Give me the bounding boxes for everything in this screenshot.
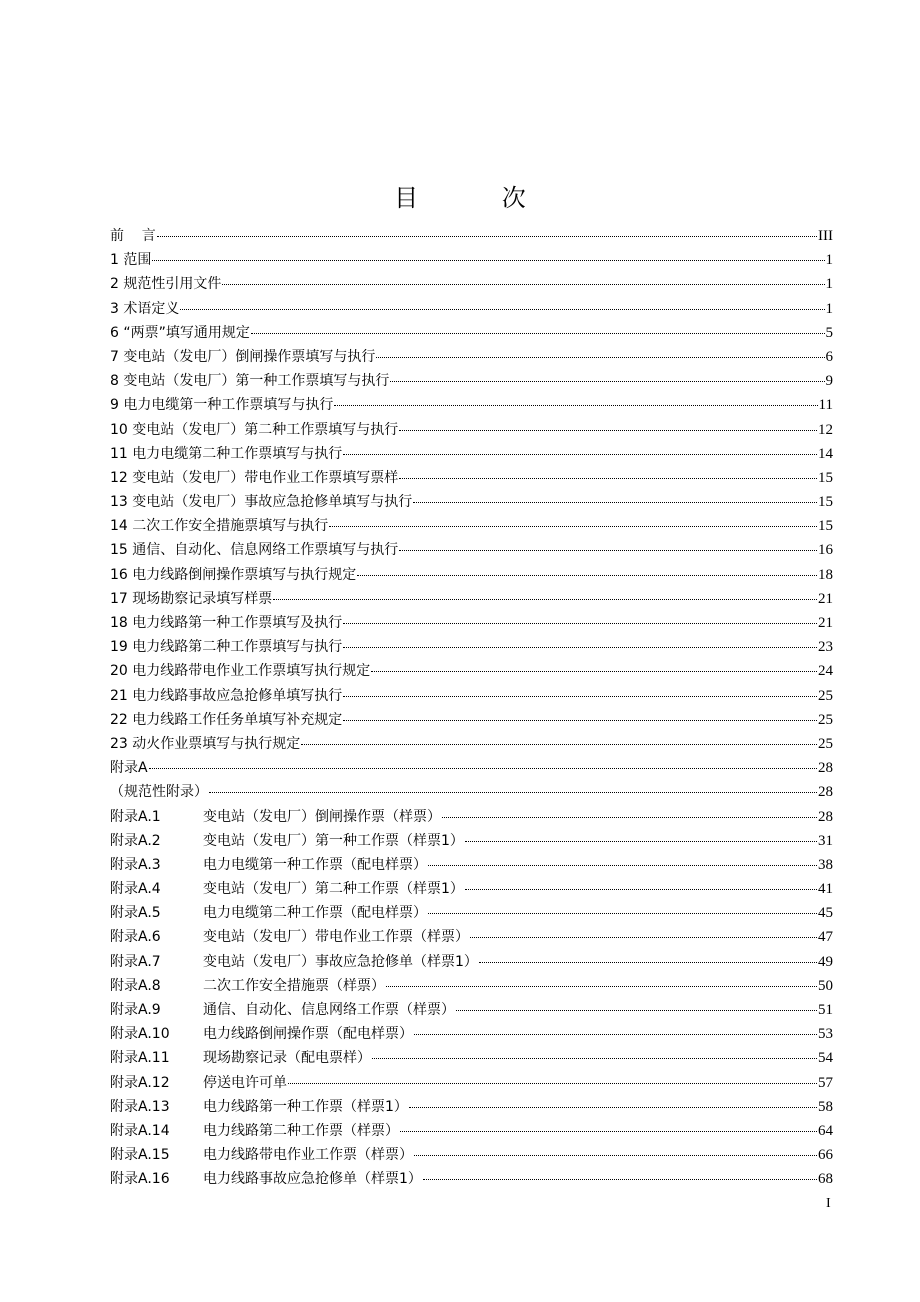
toc-entry[interactable] bbox=[110, 490, 833, 514]
appendix-title: 变电站（发电厂）第二种工作票（样票1） bbox=[203, 881, 464, 898]
appendix-title: 电力线路事故应急抢修单（样票1） bbox=[203, 1171, 422, 1188]
dot-leader bbox=[399, 430, 817, 431]
toc-entry-page: 21 bbox=[818, 590, 833, 607]
toc-entry[interactable] bbox=[110, 732, 833, 756]
appendix-page: 57 bbox=[818, 1074, 833, 1091]
appendix-code: 附录A.6 bbox=[110, 929, 161, 946]
dot-leader bbox=[465, 841, 817, 842]
toc-entry-label: 3 术语定义 bbox=[110, 300, 180, 317]
dot-leader bbox=[399, 478, 817, 479]
toc-entry-label: 15 通信、自动化、信息网络工作票填写与执行 bbox=[110, 542, 399, 559]
toc-entry-page: 11 bbox=[818, 397, 833, 414]
toc-entry[interactable] bbox=[110, 659, 833, 683]
dot-leader bbox=[334, 405, 817, 406]
appendix-entry[interactable] bbox=[110, 998, 833, 1022]
dot-leader bbox=[180, 309, 824, 310]
toc-entry-page: 18 bbox=[818, 566, 833, 583]
dot-leader bbox=[357, 575, 817, 576]
dot-leader bbox=[465, 889, 817, 890]
appendix-entry[interactable] bbox=[110, 1119, 833, 1143]
toc-entry[interactable] bbox=[110, 563, 833, 587]
appendix-page: 64 bbox=[818, 1122, 833, 1139]
appendix-entry[interactable] bbox=[110, 1022, 833, 1046]
appendix-entry-label bbox=[110, 805, 441, 829]
page-number: I bbox=[826, 1196, 831, 1211]
appendix-entry[interactable] bbox=[110, 901, 833, 925]
appendix-entry-label bbox=[110, 925, 469, 949]
dot-leader bbox=[343, 720, 817, 721]
toc-entry[interactable] bbox=[110, 393, 833, 417]
toc-entry-page: 16 bbox=[818, 542, 833, 559]
toc-entry-page: 15 bbox=[818, 469, 833, 486]
dot-leader bbox=[428, 913, 817, 914]
appendix-title: 通信、自动化、信息网络工作票（样票） bbox=[203, 1002, 455, 1018]
appendix-code: 附录A.3 bbox=[110, 856, 161, 873]
dot-leader bbox=[343, 454, 817, 455]
toc-entry-page: 15 bbox=[818, 518, 833, 535]
toc-entry-label: 附录A bbox=[110, 760, 148, 777]
dot-leader bbox=[343, 647, 817, 648]
dot-leader bbox=[273, 599, 817, 600]
appendix-title: 停送电许可单 bbox=[203, 1074, 287, 1091]
toc-entry[interactable] bbox=[110, 224, 833, 248]
toc-entry-label: 20 电力线路带电作业工作票填写执行规定 bbox=[110, 663, 371, 680]
toc-entry-label: 1 范围 bbox=[110, 252, 152, 269]
toc-entry[interactable] bbox=[110, 272, 833, 296]
appendix-entry[interactable] bbox=[110, 1071, 833, 1095]
appendix-code: 附录A.7 bbox=[110, 953, 161, 970]
toc-entry-page: 25 bbox=[818, 711, 833, 728]
appendix-title: 电力电缆第二种工作票（配电样票） bbox=[203, 905, 427, 922]
dot-leader bbox=[423, 1179, 817, 1180]
toc-entry-page: 6 bbox=[825, 348, 833, 365]
toc-entry-page: 25 bbox=[818, 735, 833, 752]
appendix-code: 附录A.2 bbox=[110, 832, 161, 849]
appendix-code: 附录A.13 bbox=[110, 1098, 170, 1115]
appendix-code: 附录A.8 bbox=[110, 977, 161, 994]
appendix-entry-label bbox=[110, 853, 427, 877]
appendix-code: 附录A.15 bbox=[110, 1147, 170, 1164]
page-title: 目 次 bbox=[394, 184, 564, 212]
toc-entry[interactable] bbox=[110, 321, 833, 345]
toc-entry-label: 8 变电站（发电厂）第一种工作票填写与执行 bbox=[110, 373, 390, 390]
appendix-entry[interactable] bbox=[110, 805, 833, 829]
toc-entry-page: 28 bbox=[818, 760, 833, 777]
toc-entry-label: 12 变电站（发电厂）带电作业工作票填写票样 bbox=[110, 469, 399, 486]
toc-entry-label: 22 电力线路工作任务单填写补充规定 bbox=[110, 711, 343, 728]
appendix-entry[interactable] bbox=[110, 829, 833, 853]
dot-leader bbox=[149, 768, 817, 769]
toc-entry-page: 21 bbox=[818, 615, 833, 631]
toc-entry-label: （规范性附录） bbox=[110, 784, 208, 801]
toc-entry-page: 15 bbox=[818, 494, 833, 511]
toc-entry-page: 5 bbox=[825, 324, 833, 341]
dot-leader bbox=[157, 236, 817, 237]
appendix-page: 53 bbox=[818, 1026, 833, 1043]
toc-entry[interactable] bbox=[110, 369, 833, 393]
appendix-entry-label bbox=[110, 1143, 413, 1167]
dot-leader bbox=[400, 1131, 817, 1132]
appendix-page: 51 bbox=[818, 1002, 833, 1018]
dot-leader bbox=[343, 623, 817, 624]
toc-entry-label: 前 言 bbox=[110, 228, 156, 244]
dot-leader bbox=[442, 817, 817, 818]
toc-entry-label: 11 电力电缆第二种工作票填写与执行 bbox=[110, 445, 343, 462]
appendix-title: 电力线路第一种工作票（样票1） bbox=[203, 1098, 408, 1115]
toc-entry[interactable] bbox=[110, 684, 833, 708]
appendix-entry[interactable] bbox=[110, 1046, 833, 1070]
appendix-entry[interactable] bbox=[110, 925, 833, 949]
toc-entry[interactable] bbox=[110, 780, 833, 804]
table-of-contents bbox=[110, 224, 833, 1192]
appendix-code: 附录A.1 bbox=[110, 808, 161, 825]
appendix-page: 28 bbox=[818, 808, 833, 825]
toc-entry[interactable] bbox=[110, 466, 833, 490]
toc-entry[interactable] bbox=[110, 345, 833, 369]
dot-leader bbox=[479, 962, 817, 963]
toc-entry[interactable] bbox=[110, 635, 833, 659]
toc-entry-label: 19 电力线路第二种工作票填写与执行 bbox=[110, 639, 343, 656]
dot-leader bbox=[414, 1155, 817, 1156]
appendix-page: 49 bbox=[818, 953, 833, 970]
toc-entry-page: 9 bbox=[825, 373, 833, 390]
toc-entry-label: 7 变电站（发电厂）倒闸操作票填写与执行 bbox=[110, 348, 376, 365]
appendix-page: 38 bbox=[818, 856, 833, 873]
appendix-entry[interactable] bbox=[110, 877, 833, 901]
appendix-title: 二次工作安全措施票（样票） bbox=[203, 977, 385, 994]
appendix-entry[interactable] bbox=[110, 1143, 833, 1167]
toc-entry[interactable] bbox=[110, 248, 833, 272]
dot-leader bbox=[288, 1083, 817, 1084]
appendix-title: 电力电缆第一种工作票（配电样票） bbox=[203, 856, 427, 873]
dot-leader bbox=[390, 381, 824, 382]
dot-leader bbox=[413, 502, 817, 503]
dot-leader bbox=[409, 1107, 817, 1108]
toc-entry[interactable] bbox=[110, 611, 833, 635]
toc-entry[interactable] bbox=[110, 756, 833, 780]
dot-leader bbox=[372, 1058, 817, 1059]
dot-leader bbox=[222, 284, 824, 285]
appendix-entry-label bbox=[110, 1022, 413, 1046]
appendix-code: 附录A.14 bbox=[110, 1122, 170, 1139]
toc-entry-page: 1 bbox=[825, 300, 833, 317]
appendix-title: 现场勘察记录（配电票样） bbox=[203, 1050, 371, 1067]
toc-entry-label: 16 电力线路倒闸操作票填写与执行规定 bbox=[110, 566, 357, 583]
toc-entry[interactable] bbox=[110, 708, 833, 732]
toc-entry-page: 28 bbox=[818, 784, 833, 801]
appendix-entry-label bbox=[110, 1119, 399, 1143]
toc-entry-label: 18 电力线路第一种工作票填写及执行 bbox=[110, 615, 343, 631]
dot-leader bbox=[343, 696, 817, 697]
appendix-page: 58 bbox=[818, 1098, 833, 1115]
dot-leader bbox=[209, 792, 817, 793]
toc-entry-page: III bbox=[818, 228, 833, 244]
appendix-entry-label bbox=[110, 974, 385, 998]
appendix-entry[interactable] bbox=[110, 1095, 833, 1119]
dot-leader bbox=[371, 671, 817, 672]
appendix-title: 变电站（发电厂）带电作业工作票（样票） bbox=[203, 929, 469, 946]
appendix-code: 附录A.5 bbox=[110, 905, 161, 922]
appendix-entry-label bbox=[110, 901, 427, 925]
toc-entry-label: 23 动火作业票填写与执行规定 bbox=[110, 735, 301, 752]
toc-entry-page: 23 bbox=[818, 639, 833, 656]
dot-leader bbox=[386, 986, 817, 987]
appendix-title: 电力线路带电作业工作票（样票） bbox=[203, 1147, 413, 1164]
dot-leader bbox=[376, 357, 824, 358]
toc-entry-label: 13 变电站（发电厂）事故应急抢修单填写与执行 bbox=[110, 494, 413, 511]
dot-leader bbox=[152, 260, 824, 261]
toc-entry[interactable] bbox=[110, 538, 833, 562]
toc-entry-label: 10 变电站（发电厂）第二种工作票填写与执行 bbox=[110, 421, 399, 438]
toc-entry-page: 1 bbox=[825, 252, 833, 269]
appendix-code: 附录A.16 bbox=[110, 1171, 170, 1188]
appendix-page: 31 bbox=[818, 832, 833, 849]
toc-entry-page: 24 bbox=[818, 663, 833, 680]
toc-entry-label: 17 现场勘察记录填写样票 bbox=[110, 590, 273, 607]
appendix-code: 附录A.9 bbox=[110, 1002, 161, 1018]
appendix-entry[interactable] bbox=[110, 950, 833, 974]
appendix-page: 68 bbox=[818, 1171, 833, 1188]
appendix-entry-label bbox=[110, 877, 464, 901]
dot-leader bbox=[301, 744, 817, 745]
dot-leader bbox=[329, 526, 817, 527]
toc-entry[interactable] bbox=[110, 587, 833, 611]
appendix-entry-label bbox=[110, 1071, 287, 1095]
appendix-entry-label bbox=[110, 950, 478, 974]
dot-leader bbox=[414, 1034, 817, 1035]
appendix-page: 47 bbox=[818, 929, 833, 946]
dot-leader bbox=[470, 937, 817, 938]
appendix-title: 变电站（发电厂）事故应急抢修单（样票1） bbox=[203, 953, 478, 970]
toc-entry-label: 6 “两票”填写通用规定 bbox=[110, 324, 250, 341]
appendix-page: 66 bbox=[818, 1147, 833, 1164]
toc-entry-page: 14 bbox=[818, 445, 833, 462]
appendix-page: 45 bbox=[818, 905, 833, 922]
toc-entry-label: 21 电力线路事故应急抢修单填写执行 bbox=[110, 687, 343, 704]
appendix-page: 50 bbox=[818, 977, 833, 994]
appendix-entry-label bbox=[110, 1095, 408, 1119]
appendix-title: 变电站（发电厂）倒闸操作票（样票） bbox=[203, 808, 441, 825]
appendix-title: 电力线路倒闸操作票（配电样票） bbox=[203, 1026, 413, 1043]
toc-entry-label: 14 二次工作安全措施票填写与执行 bbox=[110, 518, 329, 535]
dot-leader bbox=[251, 333, 825, 334]
appendix-entry-label bbox=[110, 1167, 422, 1191]
toc-entry-page: 25 bbox=[818, 687, 833, 704]
appendix-entry[interactable] bbox=[110, 853, 833, 877]
appendix-title: 变电站（发电厂）第一种工作票（样票1） bbox=[203, 832, 464, 849]
appendix-title: 电力线路第二种工作票（样票） bbox=[203, 1122, 399, 1139]
toc-entry[interactable] bbox=[110, 418, 833, 442]
appendix-entry-label bbox=[110, 1046, 371, 1070]
toc-entry[interactable] bbox=[110, 297, 833, 321]
appendix-code: 附录A.4 bbox=[110, 881, 161, 898]
toc-entry-label: 2 规范性引用文件 bbox=[110, 276, 222, 293]
appendix-page: 41 bbox=[818, 881, 833, 898]
dot-leader bbox=[428, 865, 817, 866]
toc-entry[interactable] bbox=[110, 514, 833, 538]
appendix-entry[interactable] bbox=[110, 974, 833, 998]
toc-entry-page: 12 bbox=[818, 421, 833, 438]
dot-leader bbox=[456, 1010, 817, 1011]
appendix-entry-label bbox=[110, 829, 464, 853]
dot-leader bbox=[399, 550, 817, 551]
toc-entry-label: 9 电力电缆第一种工作票填写与执行 bbox=[110, 397, 334, 414]
appendix-entry-label bbox=[110, 998, 455, 1022]
toc-entry-page: 1 bbox=[825, 276, 833, 293]
appendix-code: 附录A.12 bbox=[110, 1074, 170, 1091]
appendix-code: 附录A.11 bbox=[110, 1050, 170, 1067]
toc-entry[interactable] bbox=[110, 442, 833, 466]
appendix-entry[interactable] bbox=[110, 1167, 833, 1191]
appendix-page: 54 bbox=[818, 1050, 833, 1067]
appendix-code: 附录A.10 bbox=[110, 1026, 170, 1043]
